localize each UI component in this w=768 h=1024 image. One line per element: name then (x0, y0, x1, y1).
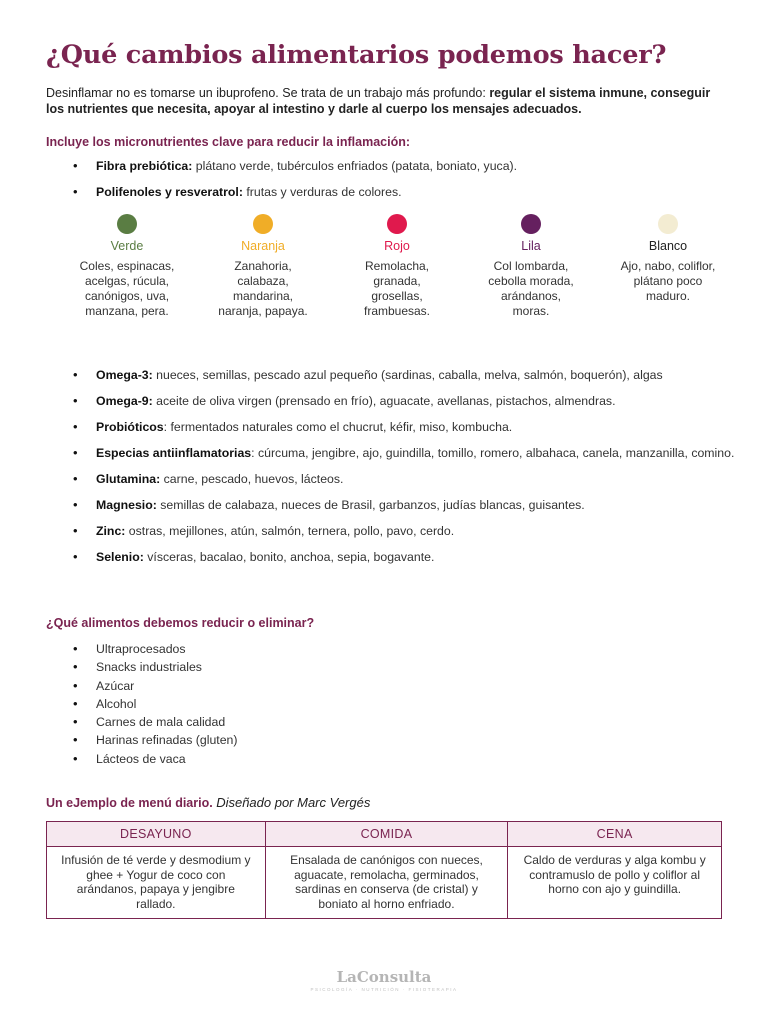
list-item (46, 414, 736, 440)
menu-table (46, 821, 722, 919)
item-label: Selenio: (96, 550, 144, 564)
item-label: Polifenoles y resveratrol: (96, 185, 243, 199)
menu-row (47, 847, 722, 919)
item-text: nueces, semillas, pescado azul pequeño (sardinas, caballa, melva, salmón, boquerón), algas (152, 368, 663, 382)
color-name: Naranja (241, 239, 285, 253)
item-text: aceite de oliva virgen (prensado en frío), aguacate, avellanas, pistachos, almendras. (152, 394, 616, 408)
color-foods: Ajo, nabo, coliflor, plátano poco maduro. (620, 259, 716, 303)
color-dot (253, 214, 273, 234)
list-item: • Snacks industriales (46, 658, 736, 676)
list-item (46, 518, 736, 544)
item-text: plátano verde, tubérculos enfriados (patata, boniato, yuca). (192, 159, 518, 173)
list-item (46, 388, 736, 414)
item-label: Fibra prebiótica: (96, 159, 193, 173)
menu-credit: Diseñado por Marc Vergés (216, 795, 371, 810)
item-label: Glutamina: (96, 472, 161, 486)
color-group-verde (67, 214, 187, 319)
color-dot (658, 214, 678, 234)
micronutrient-list-bottom (46, 362, 736, 570)
color-name: Blanco (648, 239, 688, 253)
list-item: • Alcohol (46, 695, 736, 713)
item-text: : cúrcuma, jengibre, ajo, guindilla, tomillo, romero, albahaca, canela, manzanilla, comino. (251, 446, 735, 460)
item-label: Zinc: (96, 524, 126, 538)
micronutrient-list-top (46, 158, 736, 210)
color-group-lila (471, 214, 591, 319)
color-foods: Zanahoria, calabaza, mandarina, naranja, papaya. (218, 259, 308, 318)
list-item: • Carnes de mala calidad (46, 713, 736, 731)
reduce-list (46, 640, 736, 768)
color-name: Rojo (384, 239, 410, 253)
intro-paragraph (46, 85, 722, 117)
menu-header-desayuno: DESAYUNO (47, 822, 266, 847)
menu-header-cena: CENA (508, 822, 722, 847)
logo-name: LaConsulta (336, 968, 432, 986)
menu-lead: Un eJemplo de menú diario. (46, 796, 213, 810)
color-group-rojo (337, 214, 457, 319)
color-foods: Col lombarda, cebolla morada, arándanos, moras. (488, 259, 574, 318)
list-item (46, 440, 736, 466)
color-name: Lila (521, 239, 541, 253)
list-item: • Harinas refinadas (gluten) (46, 731, 736, 749)
menu-header-row (47, 822, 722, 847)
list-item (46, 158, 736, 174)
micronutrients-heading: Incluye los micronutrientes clave para reducir la inflamación: (46, 135, 411, 149)
color-group-naranja (203, 214, 323, 319)
color-dot (521, 214, 541, 234)
item-label: Magnesio: (96, 498, 157, 512)
item-text: carne, pescado, huevos, lácteos. (160, 472, 344, 486)
list-item (46, 544, 736, 570)
color-foods: Coles, espinacas, acelgas, rúcula, canónigos, uva, manzana, pera. (79, 259, 175, 318)
item-label: Especias antiinflamatorias (96, 446, 252, 460)
item-text: : fermentados naturales como el chucrut, kéfir, miso, kombucha. (163, 420, 513, 434)
color-group-blanco (608, 214, 728, 304)
item-label: Omega-9: (96, 394, 153, 408)
menu-header-comida: COMIDA (265, 822, 508, 847)
list-item: • Azúcar (46, 677, 736, 695)
list-item (46, 184, 736, 200)
menu-cell-comida: Ensalada de canónigos con nueces, aguacate, remolacha, germinados, sardinas en conserva (de cristal) y boniato al horno enfriado. (265, 847, 508, 919)
item-text: ostras, mejillones, atún, salmón, ternera, pollo, pavo, cerdo. (125, 524, 455, 538)
intro-bold-text: regular el sistema inmune, conseguir los nutrientes que necesita, apoyar al intestino y darle al cuerpo los mensajes adecuados. (46, 86, 711, 116)
brand-logo (0, 968, 768, 992)
list-item (46, 466, 736, 492)
item-text: frutas y verduras de colores. (242, 185, 402, 199)
logo-tagline: PSICOLOGÍA · NUTRICIÓN · FISIOTERAPIA (310, 987, 458, 992)
list-item: • Ultraprocesados (46, 640, 736, 658)
list-item (46, 362, 736, 388)
menu-cell-cena: Caldo de verduras y alga kombu y contramuslo de pollo y coliflor al horno con ajo y guindilla. (508, 847, 722, 919)
color-foods: Remolacha, granada, grosellas, frambuesas. (363, 259, 431, 318)
color-dot (117, 214, 137, 234)
color-groups (64, 214, 724, 324)
intro-text: Desinflamar no es tomarse un ibuprofeno. Se trata de un trabajo más profundo: (46, 86, 490, 100)
list-item (46, 492, 736, 518)
menu-heading (46, 795, 370, 810)
color-dot (387, 214, 407, 234)
item-text: vísceras, bacalao, bonito, anchoa, sepia, bogavante. (143, 550, 435, 564)
item-text: semillas de calabaza, nueces de Brasil, garbanzos, judías blancas, guisantes. (156, 498, 585, 512)
color-name: Verde (110, 239, 144, 253)
list-item: • Lácteos de vaca (46, 750, 736, 768)
item-label: Omega-3: (96, 368, 153, 382)
menu-cell-desayuno: Infusión de té verde y desmodium y ghee + Yogur de coco con arándanos, papaya y jengibre rallado. (47, 847, 266, 919)
reduce-heading: ¿Qué alimentos debemos reducir o eliminar? (46, 616, 315, 630)
page-title: ¿Qué cambios alimentarios podemos hacer? (46, 40, 667, 70)
item-label: Probióticos (96, 420, 164, 434)
